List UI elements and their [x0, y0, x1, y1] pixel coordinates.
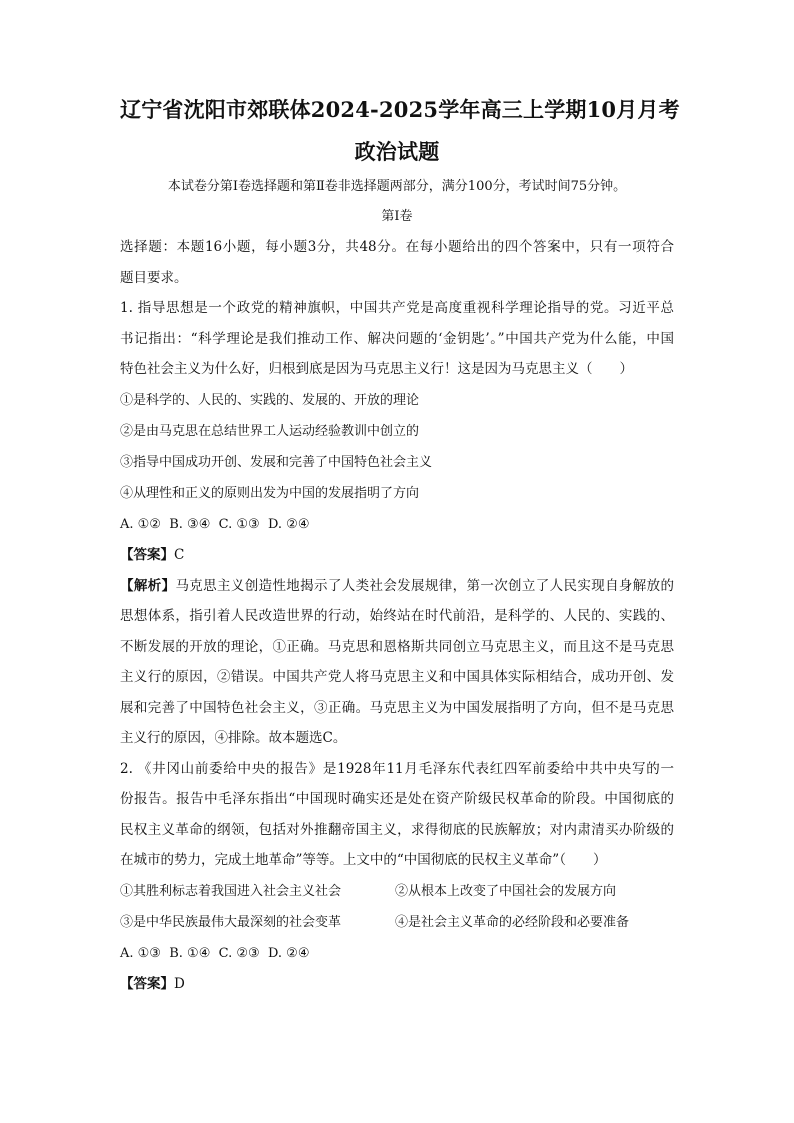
question-stem-line: 民权主义革命的纲领，包括对外推翻帝国主义，求得彻底的民族解放；对内肃清买办阶级的	[120, 821, 674, 838]
analysis	[120, 571, 674, 754]
exam-intro: 本试卷分第Ⅰ卷选择题和第Ⅱ卷非选择题两部分，满分100分，考试时间75分钟。	[167, 179, 627, 194]
instructions	[120, 232, 674, 293]
option-row	[120, 907, 674, 938]
option-1: ①是科学的、人民的、实践的、发展的、开放的理论	[120, 392, 420, 408]
answer-choices: A. ①③ B. ①④ C. ②③ D. ②④	[120, 945, 310, 961]
answer-choices: A. ①② B. ③④ C. ①③ D. ②④	[120, 516, 310, 532]
analysis-line: 不断发展的开放的理论，①正确。马克思和恩格斯共同创立马克思主义，而且这不是马克思	[120, 638, 674, 655]
option-row	[120, 876, 674, 907]
analysis-line: 主义行的原因，④排除。故本题选C。	[120, 730, 347, 746]
analysis-label: 【解析】	[120, 577, 176, 594]
instructions-line: 选择题：本题16小题，每小题3分，共48分。在每小题给出的四个答案中，只有一项符合	[120, 239, 674, 255]
answer	[120, 540, 674, 571]
option-3: ③是中华民族最伟大最深刻的社会变革	[120, 914, 342, 930]
analysis-line: 主义行的原因，②错误。中国共产党人将马克思主义和中国具体实际相结合，成功开创、发	[120, 669, 674, 685]
question-stem-line: 份报告。报告中毛泽东指出“中国现时确实还是处在资产阶级民权革命的阶段。中国彻底的	[120, 791, 674, 807]
question-stem-line: 2. 《井冈山前委给中央的报告》是1928年11月毛泽东代表红四军前委给中共中央写的一	[120, 760, 674, 777]
analysis-line: 思想体系，指引着人民改造世界的行动，始终站在时代前沿，是科学的、人民的、实践的、	[120, 608, 674, 624]
question-stem-line: 书记指出：“科学理论是我们推动工作、解决问题的‘金钥匙’。”中国共产党为什么能，中国	[120, 330, 674, 347]
option-1: ①其胜利标志着我国进入社会主义社会	[120, 883, 342, 899]
option-4: ④从理性和正义的原则出发为中国的发展指明了方向	[120, 485, 420, 501]
question-stem-line: 在城市的势力，完成土地革命”等等。上文中的“中国彻底的民权主义革命”（ ）	[120, 852, 607, 868]
option-2: ②从根本上改变了中国社会的发展方向	[395, 883, 617, 899]
answer-label: 【答案】	[120, 975, 174, 992]
analysis-line	[120, 571, 674, 602]
option-4: ④是社会主义革命的必经阶段和必要准备	[395, 914, 630, 930]
analysis-line: 展和完善了中国特色社会主义，③正确。马克思主义为中国发展指明了方向，但不是马克思	[120, 699, 674, 716]
section-heading: 第Ⅰ卷	[381, 209, 413, 224]
document-title: 辽宁省沈阳市郊联体2024-2025学年高三上学期10月月考	[120, 97, 680, 122]
question-2	[120, 754, 674, 1000]
analysis-text: 马克思主义创造性地揭示了人类社会发展规律，第一次创立了人民实现自身解放的	[175, 577, 674, 594]
answer-label: 【答案】	[120, 546, 174, 563]
question-stem-line: 特色社会主义为什么好，归根到底是因为马克思主义行！这是因为马克思主义（ ）	[120, 361, 633, 377]
instructions-line: 题目要求。	[120, 269, 188, 286]
answer-value: C	[174, 546, 185, 563]
answer-value: D	[174, 975, 185, 992]
question-1	[120, 293, 674, 754]
option-2: ②是由马克思在总结世界工人运动经验教训中创立的	[120, 423, 420, 439]
document-subject-title: 政治试题	[354, 139, 440, 164]
question-stem-line: 1. 指导思想是一个政党的精神旗帜，中国共产党是高度重视科学理论指导的党。习近平总	[120, 300, 674, 316]
option-3: ③指导中国成功开创、发展和完善了中国特色社会主义	[120, 454, 433, 470]
answer	[120, 969, 674, 1000]
